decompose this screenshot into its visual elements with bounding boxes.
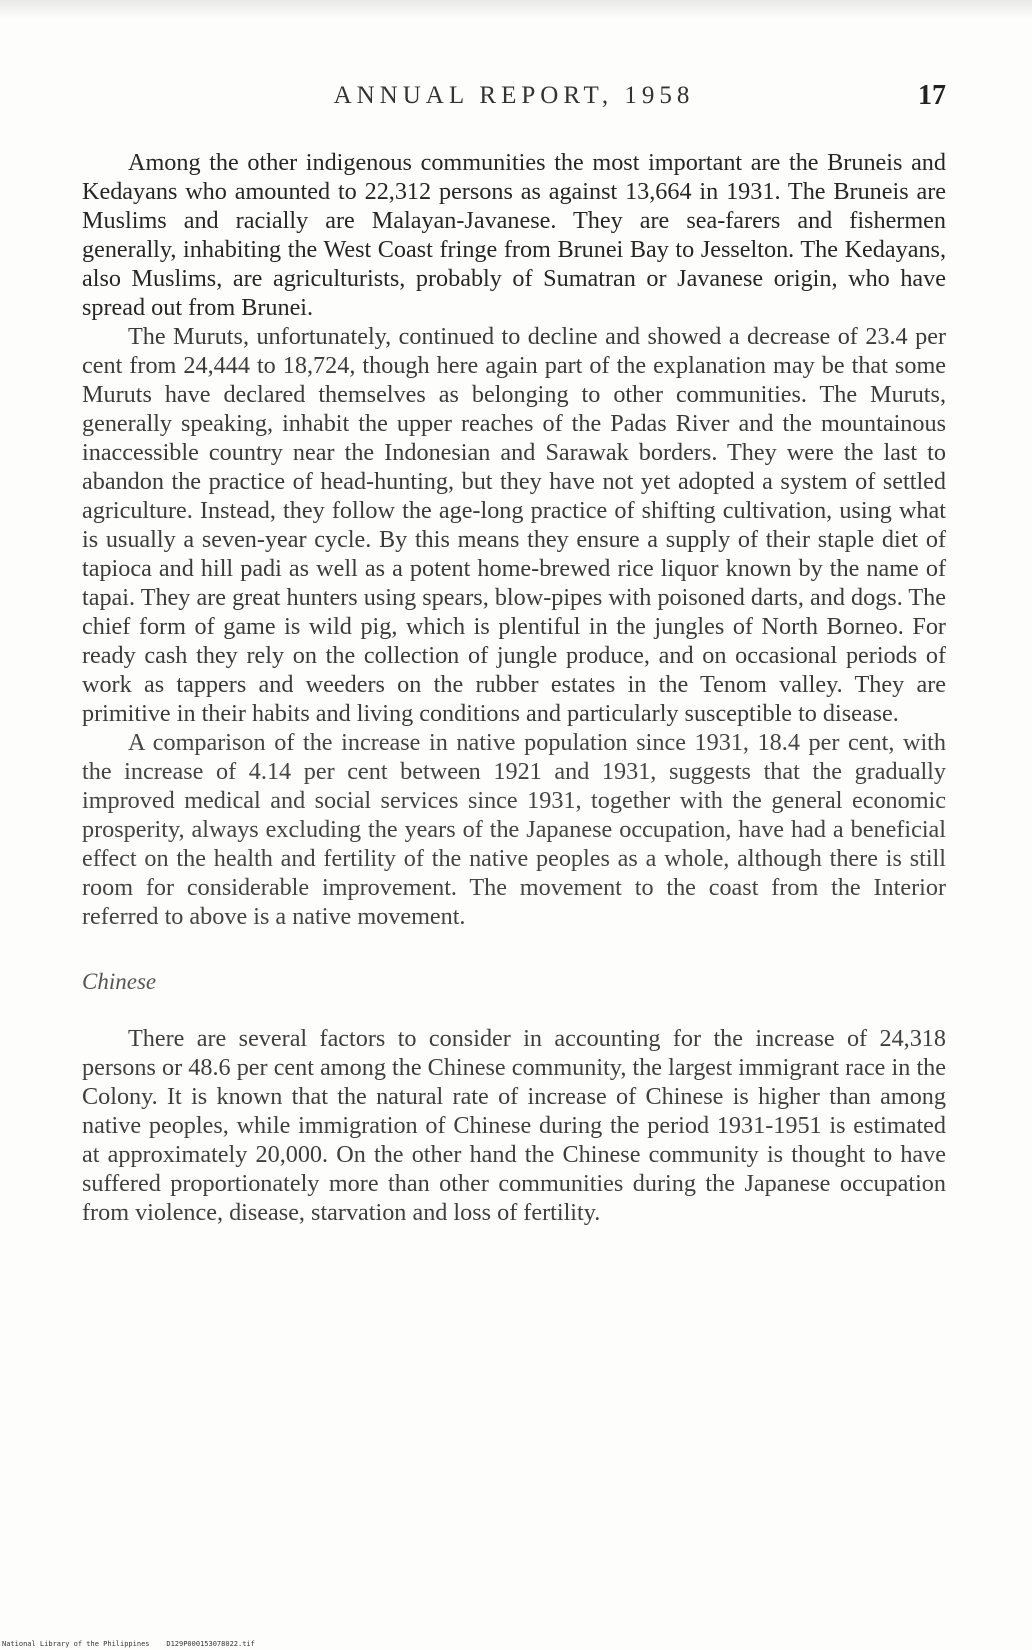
body-text xyxy=(82,148,946,1227)
scan-footer-label: National Library of the Philippines D129P000153078022.tif xyxy=(2,1640,255,1648)
paragraph-muruts: The Muruts, unfortunately, continued to decline and showed a decrease of 23.4 per cent from 24,444 to 18,724, though here again part of the explanation may be that some Muruts have declared themselves as belonging to other communities. The Muruts, generally speaking, inhabit the upper reaches of the Padas River and the mountainous inaccessible country near the Indonesian and Sarawak borders. They were the last to abandon the practice of head-hunting, but they have not yet adopted a system of settled agriculture. Instead, they follow the age-long practice of shifting cultivation, using what is usually a seven-year cycle. By this means they ensure a supply of their staple diet of tapioca and hill padi as well as a potent home-brewed rice liquor known by the name of tapai. They are great hunters using spears, blow-pipes with poisoned darts, and dogs. The chief form of game is wild pig, which is plentiful in the jungles of North Borneo. For ready cash they rely on the collection of jungle produce, and on occasional periods of work as tappers and weeders on the rubber estates in the Tenom valley. They are primitive in their habits and living conditions and particularly susceptible to disease. xyxy=(82,323,946,727)
paragraph-native-population-comparison: A comparison of the increase in native population since 1931, 18.4 per cent, with the increase of 4.14 per cent between 1921 and 1931, suggests that the gradually improved medical and social services since 1931, together with the general economic prosperity, always excluding the years of the Japanese occupation, have had a beneficial effect on the health and fertility of the native peoples as a whole, although there is still room for considerable improvement. The movement to the coast from the Interior referred to above is a native movement. xyxy=(82,729,946,930)
scan-edge-shadow xyxy=(0,0,1032,18)
section-heading-chinese: Chinese xyxy=(82,969,157,994)
page-header xyxy=(82,82,946,122)
running-head: ANNUAL REPORT, 1958 xyxy=(333,82,695,109)
paragraph-chinese: There are several factors to consider in accounting for the increase of 24,318 persons or 48.6 per cent among the Chinese community, the largest immigrant race in the Colony. It is known that the natural rate of increase of Chinese is higher than among native peoples, while immigration of Chinese during the period 1931-1951 is estimated at approximately 20,000. On the other hand the Chinese community is thought to have suffered proportionately more than other communities during the Japanese occupation from violence, disease, starvation and loss of fertility. xyxy=(82,1025,946,1226)
page-number: 17 xyxy=(918,80,946,111)
paragraph-bruneis-kedayans: Among the other indigenous communities the most important are the Bruneis and Kedayans who amounted to 22,312 persons as against 13,664 in 1931. The Bruneis are Muslims and racially are Malayan-Javanese. They are sea-farers and fishermen generally, inhabiting the West Coast fringe from Brunei Bay to Jesselton. The Kedayans, also Muslims, are agriculturists, probably of Sumatran or Javanese origin, who have spread out from Brunei. xyxy=(82,149,946,321)
